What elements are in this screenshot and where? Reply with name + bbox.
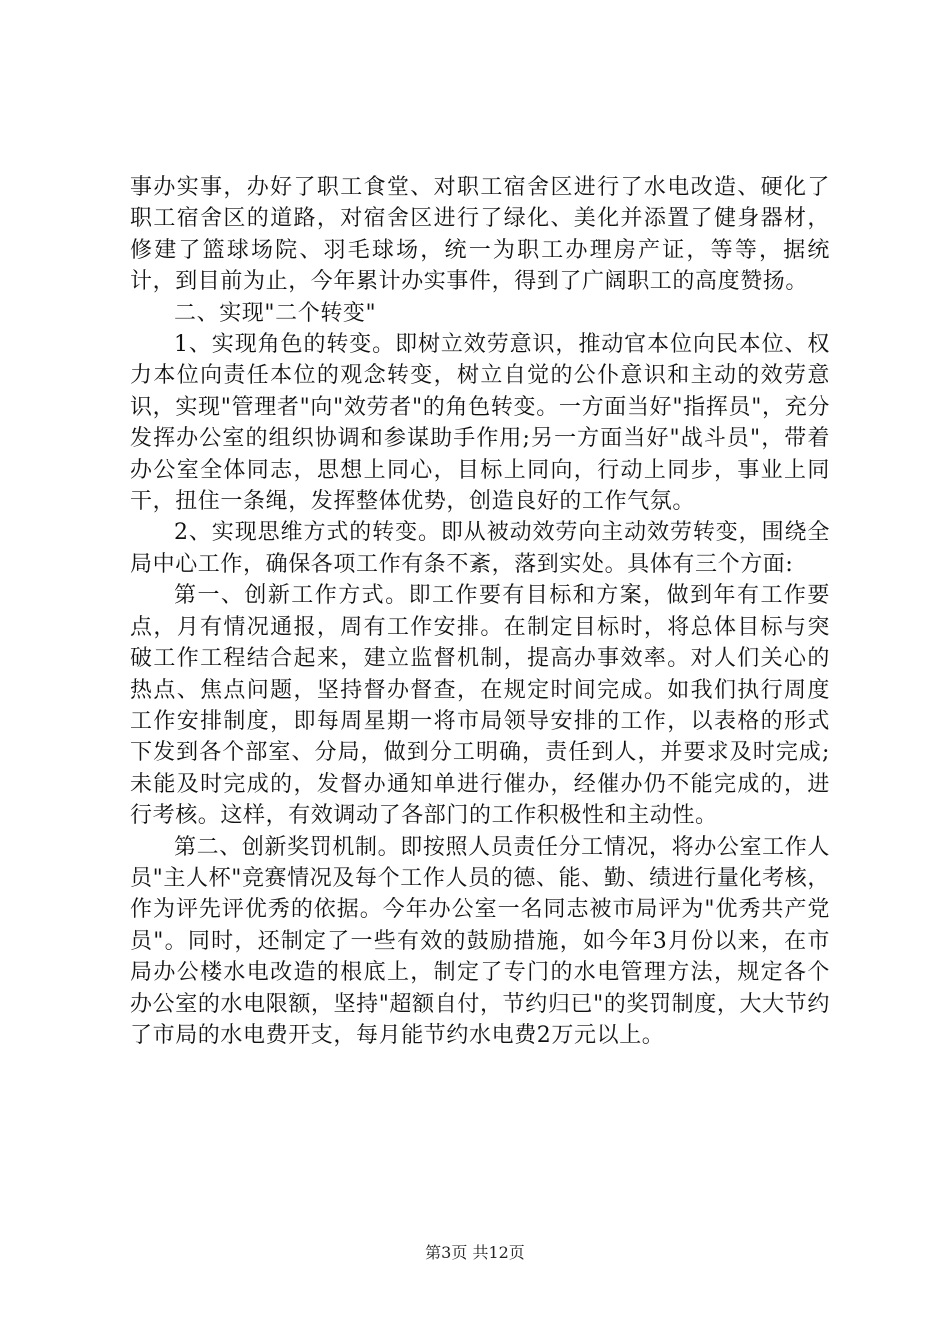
document-body: [130, 172, 830, 1051]
paragraph-thinking-change: 2、实现思维方式的转变。即从被动效劳向主动效劳转变，围绕全局中心工作，确保各项工作有条不紊，落到实处。具体有三个方面:: [130, 520, 830, 577]
paragraph-work-method: 第一、创新工作方式。即工作要有目标和方案，做到年有工作要点，月有情况通报，周有工作安排。在制定目标时，将总体目标与突破工作工程结合起来，建立监督机制，提高办事效率。对人们关心的热点、焦点问题，坚持督办督查，在规定时间完成。如我们执行周度工作安排制度，即每周星期一将市局领导安排的工作，以表格的形式下发到各个部室、分局，做到分工明确，责任到人，并要求及时完成;未能及时完成的，发督办通知单进行催办，经催办仍不能完成的，进行考核。这样，有效调动了各部门的工作积极性和主动性。: [130, 583, 830, 829]
section-heading: 二、实现"二个转变": [174, 300, 377, 326]
paragraph-continuation: 事办实事，办好了职工食堂、对职工宿舍区进行了水电改造、硬化了职工宿舍区的道路，对宿舍区进行了绿化、美化并添置了健身器材，修建了篮球场院、羽毛球场，统一为职工办理房产证，等等，据统计，到目前为止，今年累计办实事件，得到了广阔职工的高度赞扬。: [130, 175, 830, 295]
page-number-footer: 第3页 共12页: [425, 1243, 525, 1262]
paragraph-reward-mechanism: 第二、创新奖罚机制。即按照人员责任分工情况，将办公室工作人员"主人杯"竞赛情况及每个工作人员的德、能、勤、绩进行量化考核，作为评先评优秀的依据。今年办公室一名同志被市局评为"优秀共产党员"。同时，还制定了一些有效的鼓励措施，如今年3月份以来，在市局办公楼水电改造的根底上，制定了专门的水电管理方法，规定各个办公室的水电限额，坚持"超额自付，节约归已"的奖罚制度，大大节约了市局的水电费开支，每月能节约水电费2万元以上。: [130, 834, 830, 1048]
paragraph-role-change: 1、实现角色的转变。即树立效劳意识，推动官本位向民本位、权力本位向责任本位的观念转变，树立自觉的公仆意识和主动的效劳意识，实现"管理者"向"效劳者"的角色转变。一方面当好"指挥员"，充分发挥办公室的组织协调和参谋助手作用;另一方面当好"战斗员"，带着办公室全体同志，思想上同心，目标上同向，行动上同步，事业上同干，扭住一条绳，发挥整体优势，创造良好的工作气氛。: [130, 332, 830, 515]
